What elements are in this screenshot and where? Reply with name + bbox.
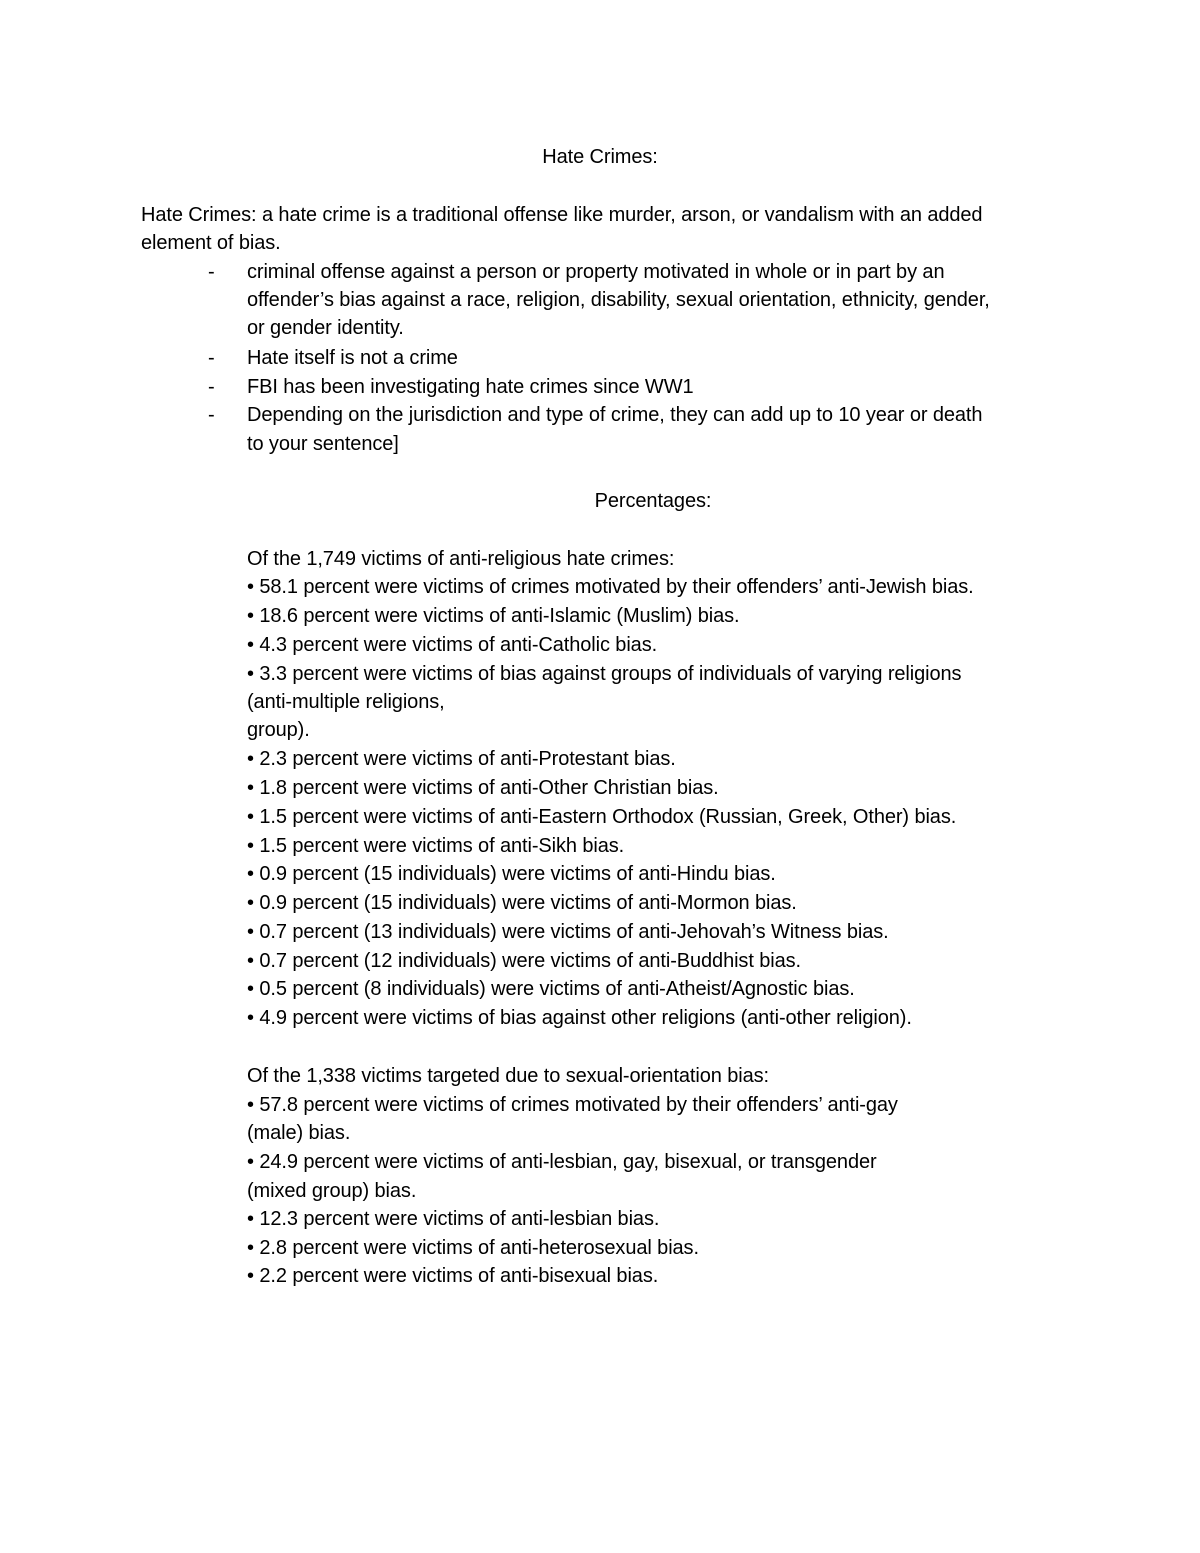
dash-marker: - <box>208 347 215 369</box>
religion-line: • 1.5 percent were victims of anti-Sikh bias. <box>247 835 625 857</box>
intro-line-1: Hate Crimes: a hate crime is a traditional offense like murder, arson, or vandalism with an added <box>141 204 983 226</box>
religion-line: group). <box>247 719 310 741</box>
dash-marker: - <box>208 261 215 283</box>
dash-item-4-line-2: to your sentence] <box>247 433 399 455</box>
percentages-heading: Percentages: <box>594 490 712 512</box>
page-title: Hate Crimes: <box>542 146 658 168</box>
religion-line: • 0.9 percent (15 individuals) were victims of anti-Hindu bias. <box>247 863 776 885</box>
religion-line: • 2.3 percent were victims of anti-Protestant bias. <box>247 748 676 770</box>
religion-line: • 3.3 percent were victims of bias against groups of individuals of varying religions <box>247 663 962 685</box>
religion-line: • 1.5 percent were victims of anti-Eastern Orthodox (Russian, Greek, Other) bias. <box>247 806 957 828</box>
dash-item-3: FBI has been investigating hate crimes since WW1 <box>247 376 694 398</box>
sexual-orientation-line: • 2.8 percent were victims of anti-heterosexual bias. <box>247 1237 699 1259</box>
religion-line: • 18.6 percent were victims of anti-Islamic (Muslim) bias. <box>247 605 740 627</box>
dash-item-4-line-1: Depending on the jurisdiction and type of crime, they can add up to 10 year or death <box>247 404 983 426</box>
sexual-orientation-line: • 12.3 percent were victims of anti-lesbian bias. <box>247 1208 660 1230</box>
sexual-orientation-line: • 24.9 percent were victims of anti-lesbian, gay, bisexual, or transgender <box>247 1151 877 1173</box>
sexual-orientation-line: (male) bias. <box>247 1122 351 1144</box>
religion-line: • 0.7 percent (12 individuals) were victims of anti-Buddhist bias. <box>247 950 801 972</box>
religion-line: • 58.1 percent were victims of crimes motivated by their offenders’ anti-Jewish bias. <box>247 576 974 598</box>
sexual-orientation-line: (mixed group) bias. <box>247 1180 417 1202</box>
religion-line: • 4.3 percent were victims of anti-Catholic bias. <box>247 634 658 656</box>
religion-line: • 0.7 percent (13 individuals) were victims of anti-Jehovah’s Witness bias. <box>247 921 889 943</box>
dash-item-1-line-2: offender’s bias against a race, religion, disability, sexual orientation, ethnicity, gender, <box>247 289 990 311</box>
dash-item-1-line-1: criminal offense against a person or property motivated in whole or in part by an <box>247 261 945 283</box>
religion-intro: Of the 1,749 victims of anti-religious hate crimes: <box>247 548 675 570</box>
sexual-orientation-line: • 2.2 percent were victims of anti-bisexual bias. <box>247 1265 659 1287</box>
dash-marker: - <box>208 404 215 426</box>
sexual-orientation-intro: Of the 1,338 victims targeted due to sexual-orientation bias: <box>247 1065 769 1087</box>
religion-line: • 1.8 percent were victims of anti-Other Christian bias. <box>247 777 719 799</box>
dash-item-1-line-3: or gender identity. <box>247 317 404 339</box>
intro-line-2: element of bias. <box>141 232 281 254</box>
sexual-orientation-line: • 57.8 percent were victims of crimes motivated by their offenders’ anti-gay <box>247 1094 898 1116</box>
dash-item-2: Hate itself is not a crime <box>247 347 458 369</box>
dash-marker: - <box>208 376 215 398</box>
religion-line: • 4.9 percent were victims of bias against other religions (anti-other religion). <box>247 1007 912 1029</box>
religion-line: (anti-multiple religions, <box>247 691 445 713</box>
religion-line: • 0.5 percent (8 individuals) were victims of anti-Atheist/Agnostic bias. <box>247 978 855 1000</box>
religion-line: • 0.9 percent (15 individuals) were victims of anti-Mormon bias. <box>247 892 797 914</box>
